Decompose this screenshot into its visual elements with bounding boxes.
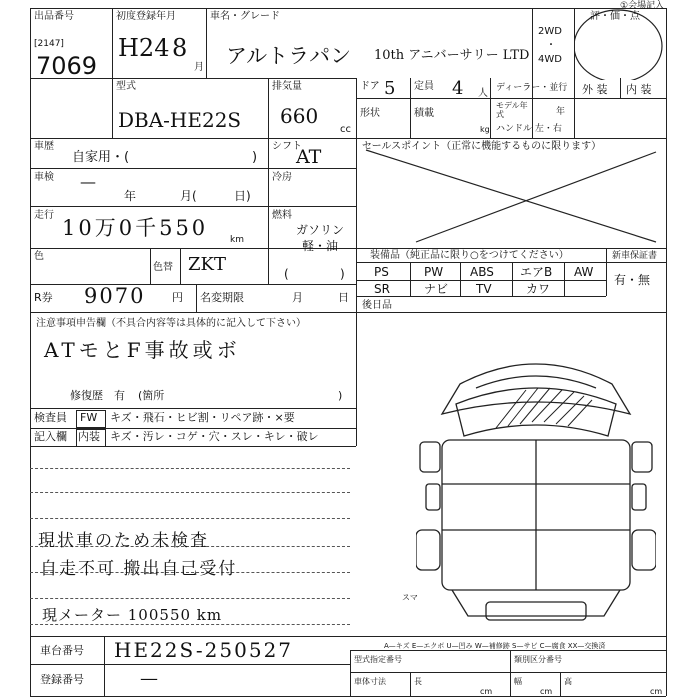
footer-cell-3: 車体寸法	[354, 677, 386, 686]
drive-2wd: 2WD	[538, 26, 562, 37]
footer-length: 長	[414, 677, 422, 686]
rear-items-label: 後日品	[362, 300, 392, 311]
recycle-label: R券	[34, 291, 53, 304]
fuel-paren-close: )	[340, 267, 345, 281]
fuel-paren-open: (	[284, 267, 289, 281]
color-code-value: ZKT	[188, 254, 226, 275]
checker-interior: 内装	[78, 430, 100, 443]
model-year-unit: 年	[556, 107, 566, 117]
model-name: アルトラパン	[226, 44, 352, 68]
selling-points-label: セールスポイント（正常に機能するものに限ります）	[362, 141, 602, 152]
footer-width: 幅	[514, 677, 522, 686]
repair-detail: (箇所	[138, 389, 165, 402]
equipment-label: 装備品（純正品に限り○をつけてください）	[370, 250, 569, 261]
checker-fw: FW	[80, 411, 98, 424]
color-code-label: 色替	[153, 262, 173, 273]
exterior-label: 外 装	[582, 83, 608, 96]
name-change-label: 名変期限	[200, 291, 244, 304]
footer-height: 高	[564, 677, 572, 686]
payload-label: 積載	[414, 108, 434, 119]
use-value: 自家用・(	[72, 150, 130, 165]
equip-aw: AW	[574, 265, 594, 279]
corner-note: ①会場記入	[620, 1, 665, 11]
selling-points-cross	[356, 138, 666, 248]
fuel-gas: ガソリン	[296, 223, 345, 237]
lot-code: [2147]	[34, 39, 64, 49]
recycle-unit: 円	[172, 291, 183, 304]
equip-pw: PW	[424, 265, 444, 279]
chassis-label: 車台番号	[40, 644, 84, 657]
mileage-unit: km	[230, 235, 244, 245]
remarks-line-3: 現メーター 100550 km	[42, 606, 223, 624]
doors-value: 5	[384, 78, 396, 99]
equip-navi: ナビ	[424, 282, 449, 296]
displacement-value: 660	[280, 104, 319, 128]
capacity-unit: 人	[478, 88, 488, 99]
equip-abs: ABS	[470, 265, 494, 279]
model-grade: 10th アニバーサリー LTD	[374, 48, 530, 63]
use-close: )	[252, 150, 258, 165]
chassis-value: HE22S-250527	[114, 638, 294, 662]
notes-handwritten: ATモとF事故或ボ	[44, 338, 241, 362]
color-label: 色	[34, 251, 44, 262]
equip-airbag: エアB	[520, 265, 553, 279]
use-label: 車歴	[34, 141, 54, 152]
first-reg-value: H24	[118, 34, 170, 62]
shift-label: シフト	[272, 141, 302, 152]
footer-length-unit: cm	[480, 687, 493, 696]
repair-label: 修復歴	[70, 389, 103, 402]
shift-value: AT	[296, 146, 322, 168]
drive-dot: ・	[546, 40, 556, 51]
new-record-label: 新車保証書	[612, 251, 658, 261]
damage-legend: A—キズ E—エクボ U—凹み W—補修跡 S—サビ C—腐食 XX—交換済	[384, 642, 606, 650]
checker-line-2: キズ・汚レ・コゲ・穴・スレ・キレ・破レ	[110, 430, 319, 443]
drive-4wd: 4WD	[538, 54, 562, 65]
displacement-label: 排気量	[272, 81, 302, 92]
footer-cell-2: 類別区分番号	[514, 655, 562, 664]
checker-line-1: キズ・飛石・ヒビ割・リペア跡・×要	[110, 411, 295, 424]
remarks-line-1: 現状車のため未検査	[38, 531, 209, 551]
footer-height-unit: cm	[650, 687, 663, 696]
inspection-label: 車検	[34, 172, 54, 183]
first-reg-label: 初度登録年月	[116, 11, 176, 22]
displacement-unit: cc	[340, 124, 351, 135]
handle-label: ハンドル 左・右	[496, 124, 562, 134]
first-reg-month: 8	[172, 34, 188, 62]
equip-sr: SR	[374, 282, 390, 296]
reg-label: 登録番号	[40, 673, 84, 686]
new-record-value: 有・無	[614, 273, 651, 287]
repair-close: )	[338, 389, 343, 402]
diagram-caption: スマ	[402, 593, 418, 602]
ac-label: 冷房	[272, 172, 292, 183]
name-change-month: 月	[292, 291, 303, 304]
evaluation-label: 評・価・点	[590, 11, 640, 22]
mileage-value: 10万0千550	[62, 216, 209, 240]
equip-ps: PS	[374, 265, 389, 279]
inspection-day-unit: 日)	[234, 189, 251, 203]
type-value: DBA-HE22S	[118, 108, 242, 132]
first-reg-month-unit: 月	[194, 62, 204, 73]
interior-label: 内 装	[626, 83, 652, 96]
equip-leather: カワ	[526, 282, 551, 296]
type-label: 型式	[116, 81, 136, 92]
fuel-diesel: 軽・油	[302, 239, 339, 253]
doors-label: ドア	[360, 81, 380, 92]
reg-value: —	[140, 668, 158, 689]
lot-label: 出品番号	[34, 11, 74, 22]
mileage-label: 走行	[34, 210, 54, 221]
checker-label-1: 検査員	[34, 411, 67, 424]
dealer-label: ディーラー・並行	[496, 83, 568, 93]
model-label: 車名・グレード	[210, 11, 280, 22]
name-change-day: 日	[338, 291, 349, 304]
checker-label-2: 記入欄	[34, 430, 67, 443]
equip-tv: TV	[476, 282, 492, 296]
inspection-month-unit: 月(	[180, 189, 197, 203]
repair-value: 有	[114, 389, 125, 402]
payload-unit: kg	[480, 125, 490, 134]
inspection-year-unit: 年	[124, 189, 137, 203]
car-damage-diagram	[416, 344, 656, 628]
inspection-dash: —	[80, 172, 96, 191]
capacity-label: 定員	[414, 81, 434, 92]
shape-label: 形状	[360, 108, 380, 119]
notes-label: 注意事項申告欄（不具合内容等は具体的に記入して下さい）	[36, 318, 306, 329]
lot-number: 7069	[36, 52, 98, 80]
recycle-value: 9070	[84, 284, 146, 308]
footer-width-unit: cm	[540, 687, 553, 696]
model-year-label: モデル年式	[496, 101, 528, 119]
capacity-value: 4	[452, 78, 464, 99]
footer-cell-1: 型式指定番号	[354, 655, 402, 664]
remarks-line-2: 自走不可 搬出自己受付	[40, 559, 238, 579]
fuel-label: 燃料	[272, 210, 292, 221]
